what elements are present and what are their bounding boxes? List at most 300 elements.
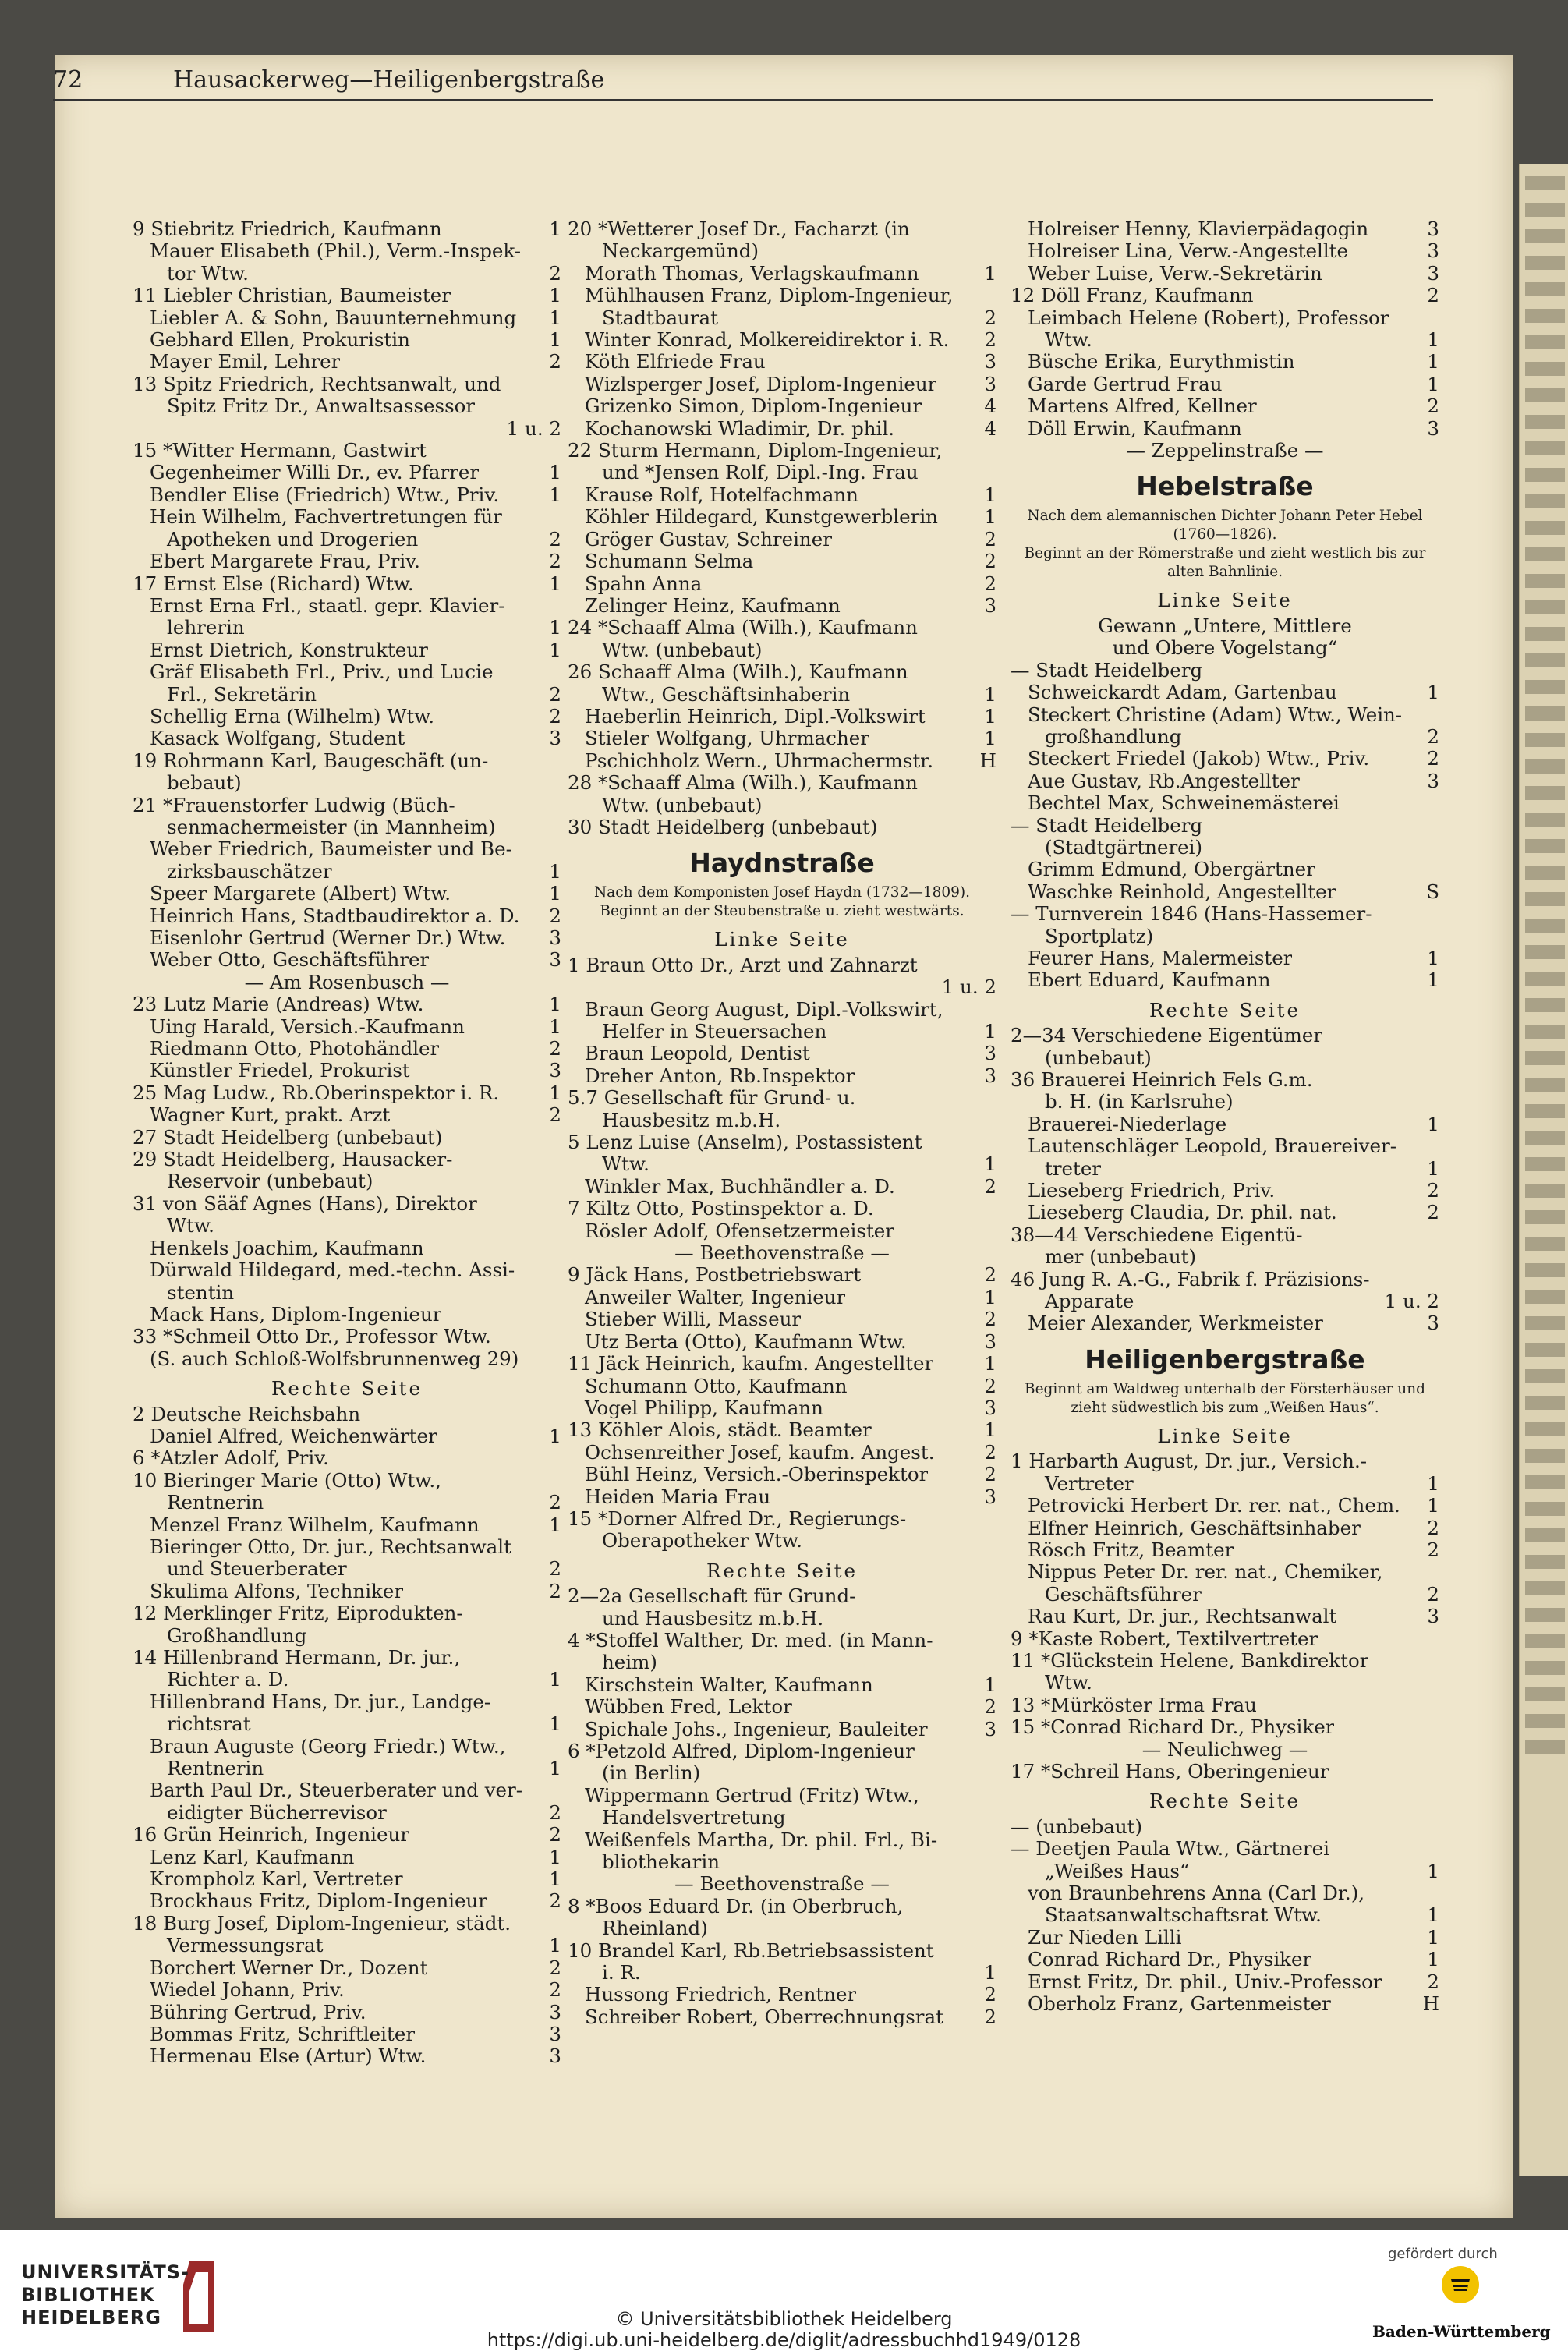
floor-number: 2 — [1427, 724, 1439, 748]
directory-entry — [133, 1890, 561, 1912]
directory-entry — [133, 1913, 561, 1935]
directory-entry — [1011, 1495, 1439, 1517]
entry-text: 17 *Schreil Hans, Oberingenieur — [1011, 1760, 1329, 1783]
directory-entry — [1011, 1135, 1439, 1157]
directory-entry — [568, 1851, 996, 1873]
entry-text: 17 Ernst Else (Richard) Wtw. — [133, 572, 414, 595]
directory-entry — [568, 728, 996, 749]
directory-entry — [1011, 1993, 1439, 2015]
directory-entry — [568, 1287, 996, 1308]
entry-text: Sportplatz) — [1045, 925, 1154, 947]
floor-number: 2 — [1427, 1970, 1439, 1993]
entry-text: Anweiler Walter, Ingenieur — [585, 1286, 846, 1308]
floor-number: 1 — [984, 1961, 996, 1985]
entry-text: lehrerin — [167, 617, 245, 639]
floor-number: 1 — [1427, 1903, 1439, 1927]
entry-text: 9 Stiebritz Friedrich, Kaufmann — [133, 218, 442, 240]
entry-text: Köhler Hildegard, Kunstgewerblerin — [585, 506, 938, 529]
entry-text: Heiden Maria Frau — [585, 1485, 771, 1508]
floor-number: 2 — [549, 350, 561, 374]
entry-text: Oberapotheker Wtw. — [602, 1530, 802, 1553]
directory-entry — [568, 1176, 996, 1198]
entry-text: Reservoir (unbebaut) — [167, 1170, 373, 1193]
entry-text: richtsrat — [167, 1713, 251, 1736]
directory-entry — [568, 1785, 996, 1807]
directory-entry — [133, 750, 561, 772]
entry-text: 23 Lutz Marie (Andreas) Wtw. — [133, 993, 424, 1016]
directory-entry — [1011, 1450, 1439, 1472]
floor-number: 2 — [1427, 1179, 1439, 1202]
entry-text: — Beethovenstraße — — [674, 1873, 890, 1896]
directory-entry — [568, 1608, 996, 1630]
entry-text: Gegenheimer Willi Dr., ev. Pfarrer — [150, 462, 480, 484]
entry-text: 19 Rohrmann Karl, Baugeschäft (un- — [133, 749, 489, 772]
directory-entry — [133, 1127, 561, 1149]
directory-entry — [568, 1984, 996, 2006]
directory-entry — [568, 1464, 996, 1485]
street-description: Nach dem alemannischen Dichter Johann Peter Hebel (1760—1826). — [1027, 508, 1423, 543]
directory-entry — [568, 1962, 996, 1984]
entry-text: Rau Kurt, Dr. jur., Rechtsanwalt — [1028, 1606, 1337, 1628]
directory-entry — [133, 263, 561, 285]
directory-entry — [568, 1940, 996, 1962]
entry-text: Wtw. (unbebaut) — [602, 794, 763, 816]
side-heading: Linke Seite — [1157, 589, 1293, 612]
entry-text: Wübben Fred, Lektor — [585, 1696, 792, 1719]
floor-number: 2 — [1427, 1201, 1439, 1224]
directory-entry — [1011, 1025, 1439, 1046]
floor-number: 3 — [549, 926, 561, 949]
directory-entry — [1011, 1473, 1439, 1495]
floor-number: 2 — [984, 306, 996, 329]
directory-entry — [568, 639, 996, 661]
cross-street-line — [1011, 637, 1439, 659]
floor-number: 3 — [984, 1064, 996, 1087]
directory-entry — [568, 1110, 996, 1131]
entry-text: Schumann Otto, Kaufmann — [585, 1375, 848, 1397]
floor-number: 1 — [549, 882, 561, 905]
cross-street-line — [1011, 1739, 1439, 1761]
library-name-line-1: UNIVERSITÄTS- — [21, 2261, 190, 2283]
entry-text: Neckargemünd) — [602, 240, 759, 263]
entry-text: 1 Braun Otto Dr., Arzt und Zahnarzt — [568, 954, 918, 976]
entry-text: 24 *Schaaff Alma (Wilh.), Kaufmann — [568, 617, 918, 639]
entry-text: Zur Nieden Lilli — [1028, 1926, 1182, 1949]
floor-number: 1 — [549, 572, 561, 595]
entry-text: bebaut) — [167, 772, 242, 795]
floor-number: 3 — [1427, 1312, 1439, 1335]
entry-text: Steckert Christine (Adam) Wtw., Wein- — [1028, 703, 1403, 726]
floor-number: 3 — [1427, 769, 1439, 792]
entry-text: Brockhaus Fritz, Diplom-Ingenieur — [150, 1890, 487, 1913]
directory-entry — [1011, 1224, 1439, 1246]
entry-text: Ochsenreither Josef, kaufm. Angest. — [585, 1441, 935, 1464]
directory-entry — [568, 1397, 996, 1419]
entry-text: Künstler Friedel, Prokurist — [150, 1060, 410, 1082]
floor-number: 1 — [1427, 946, 1439, 969]
directory-entry — [1011, 881, 1439, 903]
entry-text: 31 von Sääf Agnes (Hans), Direktor — [133, 1192, 477, 1215]
floor-number: 2 — [984, 1695, 996, 1719]
directory-entry — [133, 374, 561, 395]
directory-entry — [1011, 926, 1439, 947]
floor-number: 1 — [549, 616, 561, 639]
entry-text: 4 *Stoffel Walther, Dr. med. (in Mann- — [568, 1629, 933, 1652]
directory-entry — [133, 1581, 561, 1602]
floor-number: 3 — [549, 2022, 561, 2045]
floor-number: 1 — [549, 483, 561, 506]
floor-number: 2 — [549, 527, 561, 551]
entry-text: — Stadt Heidelberg — [1011, 659, 1203, 682]
directory-entry — [568, 218, 996, 240]
footer — [0, 2230, 1568, 2349]
floor-number: 1 — [549, 1014, 561, 1038]
directory-entry — [568, 573, 996, 595]
directory-entry — [133, 1713, 561, 1735]
floor-number: 1 — [549, 328, 561, 352]
entry-text: Helfer in Steuersachen — [602, 1021, 827, 1043]
directory-entry — [568, 1719, 996, 1740]
floor-number: 3 — [549, 727, 561, 750]
floor-number: 1 — [984, 682, 996, 706]
directory-entry — [1011, 1539, 1439, 1561]
directory-entry — [133, 1824, 561, 1846]
floor-number: 1 — [1427, 1925, 1439, 1949]
directory-entry — [568, 1508, 996, 1530]
source-url-link[interactable]: https://digi.ub.uni-heidelberg.de/diglit/adressbuchhd1949/0128 — [487, 2329, 1081, 2351]
entry-text: Skulima Alfons, Techniker — [150, 1580, 404, 1602]
directory-entry — [1011, 1838, 1439, 1860]
directory-entry — [568, 462, 996, 483]
entry-text: Wtw., Geschäftsinhaberin — [602, 683, 851, 706]
directory-entry — [133, 418, 561, 440]
floor-number: 3 — [549, 2000, 561, 2023]
entry-text: Weber Otto, Geschäftsführer — [150, 949, 430, 972]
entry-text: Schumann Selma — [585, 551, 754, 573]
entry-text: Vertreter — [1045, 1472, 1134, 1495]
floor-number: 3 — [1427, 218, 1439, 240]
entry-text: Kasack Wolfgang, Student — [150, 728, 405, 750]
directory-entry — [568, 2006, 996, 2028]
directory-entry — [568, 263, 996, 285]
floor-number: 2 — [549, 1978, 561, 2002]
floor-number: H — [979, 749, 996, 772]
floor-number: 1 — [984, 1418, 996, 1442]
directory-entry — [1011, 859, 1439, 880]
entry-text: Vermessungsrat — [167, 1935, 324, 1957]
floor-number: 1 — [549, 638, 561, 661]
directory-entry — [1011, 1949, 1439, 1970]
page-number: 72 — [53, 66, 83, 94]
entry-text: Weber Luise, Verw.-Sekretärin — [1028, 262, 1322, 285]
entry-text: 33 *Schmeil Otto Dr., Professor Wtw. — [133, 1326, 491, 1348]
entry-text: Aue Gustav, Rb.Angestellter — [1028, 770, 1300, 792]
directory-entry — [1011, 1584, 1439, 1606]
directory-entry — [568, 954, 996, 976]
directory-entry — [1011, 1971, 1439, 1993]
floor-number: 1 — [1427, 1948, 1439, 1971]
entry-text: Rentnerin — [167, 1492, 264, 1514]
entry-text: Ebert Eduard, Kaufmann — [1028, 969, 1271, 992]
floor-number: 3 — [984, 1396, 996, 1419]
directory-entry — [133, 1935, 561, 1956]
directory-entry — [133, 2002, 561, 2023]
entry-text: Wagner Kurt, prakt. Arzt — [150, 1104, 391, 1127]
directory-entry — [133, 1149, 561, 1170]
floor-number: 3 — [984, 372, 996, 395]
floor-number: 3 — [549, 1059, 561, 1082]
entry-text: — Deetjen Paula Wtw., Gärtnerei — [1011, 1838, 1329, 1861]
entry-text: 36 Brauerei Heinrich Fels G.m. — [1011, 1069, 1313, 1091]
floor-number: 2 — [1427, 747, 1439, 770]
entry-text: Rösler Adolf, Ofensetzermeister — [585, 1220, 895, 1242]
entry-text: und Steuerberater — [167, 1558, 347, 1581]
entry-text: 13 Spitz Friedrich, Rechtsanwalt, und — [133, 373, 501, 395]
floor-number: 2 — [549, 550, 561, 573]
directory-entry — [1011, 1882, 1439, 1904]
directory-entry — [1011, 1114, 1439, 1135]
entry-text: 5.7 Gesellschaft für Grund- u. — [568, 1087, 856, 1110]
directory-entry — [1011, 792, 1439, 814]
entry-text: Grimm Edmund, Obergärtner — [1028, 859, 1315, 881]
entry-text: (Stadtgärtnerei) — [1045, 836, 1203, 859]
floor-number: 1 u. 2 — [941, 975, 996, 999]
directory-entry — [1011, 374, 1439, 395]
entry-text: Schweickardt Adam, Gartenbau — [1028, 682, 1337, 704]
directory-entry — [568, 1917, 996, 1939]
floor-number: 2 — [549, 1800, 561, 1824]
entry-text: Ernst Dietrich, Konstrukteur — [150, 639, 428, 661]
entry-text: Uing Harald, Versich.-Kaufmann — [150, 1015, 465, 1038]
directory-entry — [568, 795, 996, 816]
entry-text: (unbebaut) — [1045, 1046, 1152, 1069]
directory-entry — [568, 1530, 996, 1552]
directory-entry — [1011, 1517, 1439, 1539]
entry-text: Hermenau Else (Artur) Wtw. — [150, 2045, 427, 2068]
floor-number: 2 — [984, 1983, 996, 2006]
directory-entry — [133, 1979, 561, 2001]
floor-number: 2 — [984, 1374, 996, 1397]
entry-text: Bieringer Otto, Dr. jur., Rechtsanwalt — [150, 1535, 511, 1558]
entry-text: Bühl Heinz, Versich.-Oberinspektor — [585, 1464, 929, 1486]
street-heading: Heiligenbergstraße — [1085, 1344, 1365, 1375]
directory-entry — [1011, 307, 1439, 329]
entry-text: Winter Konrad, Molkereidirektor i. R. — [585, 329, 950, 352]
entry-text: 6 *Atzler Adolf, Priv. — [133, 1447, 329, 1470]
directory-entry — [568, 1696, 996, 1718]
directory-entry — [133, 1492, 561, 1514]
entry-text: Frl., Sekretärin — [167, 683, 317, 706]
directory-entry — [133, 440, 561, 462]
directory-entry — [568, 307, 996, 329]
entry-text: Riedmann Otto, Photohändler — [150, 1038, 440, 1060]
directory-entry — [568, 1198, 996, 1220]
floor-number: 1 — [549, 1712, 561, 1736]
directory-entry — [568, 351, 996, 373]
street-description: Beginnt am Waldweg unterhalb der Försterhäuser und zieht südwestlich bis zum „Weißen Haus“. — [1025, 1380, 1425, 1416]
funded-by-label: gefördert durch — [1388, 2246, 1498, 2262]
directory-entry — [133, 573, 561, 595]
library-name-line-3: HEIDELBERG — [21, 2307, 161, 2328]
entry-text: von Braunbehrens Anna (Carl Dr.), — [1028, 1882, 1365, 1904]
floor-number: 3 — [984, 1042, 996, 1065]
entry-text: Elfner Heinrich, Geschäftsinhaber — [1028, 1517, 1361, 1539]
directory-entry — [133, 462, 561, 483]
column-2 — [568, 218, 996, 2028]
directory-entry — [568, 706, 996, 728]
floor-number: 3 — [549, 2045, 561, 2068]
directory-entry — [133, 1348, 561, 1370]
directory-entry — [568, 1762, 996, 1784]
copyright-notice: © Universitätsbibliothek Heidelberg — [615, 2308, 953, 2330]
floor-number: H — [1422, 1992, 1439, 2016]
directory-entry — [568, 484, 996, 506]
column-3 — [1011, 218, 1439, 2015]
floor-number: 2 — [1427, 1538, 1439, 1561]
entry-text: Wtw. — [167, 1215, 214, 1237]
directory-entry — [568, 1131, 996, 1153]
entry-text: Ebert Margarete Frau, Priv. — [150, 551, 420, 573]
street-heading: Haydnstraße — [689, 848, 875, 879]
directory-entry — [133, 816, 561, 838]
directory-entry — [133, 795, 561, 816]
entry-text: 15 *Dorner Alfred Dr., Regierungs- — [568, 1507, 907, 1530]
entry-text: Hein Wilhelm, Fachvertretungen für — [150, 506, 502, 529]
entry-text: Spichale Johs., Ingenieur, Bauleiter — [585, 1718, 928, 1740]
directory-entry — [568, 1486, 996, 1508]
directory-entry — [568, 1630, 996, 1652]
entry-text: Pschichholz Wern., Uhrmachermstr. — [585, 749, 933, 772]
entry-text: 2 Deutsche Reichsbahn — [133, 1403, 361, 1425]
floor-number: 2 — [549, 261, 561, 285]
entry-text: Weber Friedrich, Baumeister und Be- — [150, 838, 512, 861]
entry-text: Gebhard Ellen, Prokuristin — [150, 329, 410, 352]
entry-text: und *Jensen Rolf, Dipl.-Ing. Frau — [602, 462, 919, 484]
entry-text: Spitz Fritz Dr., Anwaltsassessor — [167, 395, 476, 418]
entry-text: heim) — [602, 1652, 657, 1674]
entry-text: eidigter Bücherrevisor — [167, 1801, 387, 1824]
entry-text: Großhandlung — [167, 1624, 307, 1647]
floor-number: 2 — [984, 328, 996, 352]
entry-text: Stadtbaurat — [602, 306, 718, 329]
library-name-line-2: BIBLIOTHEK — [21, 2284, 155, 2306]
directory-entry — [133, 949, 561, 971]
entry-text: Mühlhausen Franz, Diplom-Ingenieur, — [585, 285, 954, 307]
entry-text: Petrovicki Herbert Dr. rer. nat., Chem. — [1028, 1495, 1400, 1517]
entry-text: Krompholz Karl, Vertreter — [150, 1868, 403, 1891]
floor-number: 1 — [549, 1868, 561, 1891]
directory-entry — [568, 1585, 996, 1607]
floor-number: 2 — [1427, 395, 1439, 418]
entry-text: Waschke Reinhold, Angestellter — [1028, 880, 1336, 903]
entry-text: Mayer Emil, Lehrer — [150, 351, 341, 374]
floor-number: 1 — [1427, 1156, 1439, 1180]
floor-number: 2 — [984, 2005, 996, 2028]
directory-entry — [1011, 1091, 1439, 1113]
entry-text: (in Berlin) — [602, 1762, 701, 1785]
directory-entry — [133, 1536, 561, 1558]
floor-number: 2 — [549, 1956, 561, 1979]
entry-text: Staatsanwaltschaftsrat Wtw. — [1045, 1904, 1322, 1927]
directory-entry — [568, 440, 996, 462]
side-heading: Rechte Seite — [271, 1377, 423, 1400]
directory-entry — [133, 927, 561, 949]
entry-text: Barth Paul Dr., Steuerberater und ver- — [150, 1779, 522, 1802]
entry-text: Büsche Erika, Eurythmistin — [1028, 351, 1295, 374]
directory-entry — [133, 218, 561, 240]
floor-number: 1 — [549, 993, 561, 1016]
directory-entry — [1011, 240, 1439, 262]
side-heading: Rechte Seite — [706, 1559, 858, 1582]
entry-text: Zelinger Heinz, Kaufmann — [585, 594, 841, 617]
floor-number: 3 — [984, 1485, 996, 1508]
entry-text: Gröger Gustav, Schreiner — [585, 528, 832, 551]
directory-entry — [568, 1376, 996, 1397]
entry-text: Geschäftsführer — [1045, 1583, 1202, 1606]
adjacent-page-edge — [1519, 164, 1568, 2176]
directory-entry — [568, 661, 996, 683]
directory-entry — [133, 1282, 561, 1304]
directory-entry — [1011, 903, 1439, 925]
directory-entry — [568, 1740, 996, 1762]
directory-entry — [133, 595, 561, 617]
entry-text: Braun Leopold, Dentist — [585, 1043, 810, 1065]
floor-number: 1 — [549, 1081, 561, 1104]
floor-number: 1 — [1427, 1494, 1439, 1517]
entry-text: 22 Sturm Hermann, Diplom-Ingenieur, — [568, 440, 943, 462]
entry-text: Kirschstein Walter, Kaufmann — [585, 1673, 873, 1696]
floor-number: 3 — [984, 350, 996, 374]
directory-entry — [568, 1065, 996, 1087]
entry-text: Brauerei-Niederlage — [1028, 1113, 1227, 1135]
directory-entry — [568, 395, 996, 417]
street-heading: Hebelstraße — [1136, 471, 1314, 502]
entry-text: 25 Mag Ludw., Rb.Oberinspektor i. R. — [133, 1082, 500, 1104]
entry-text: 26 Schaaff Alma (Wilh.), Kaufmann — [568, 661, 908, 684]
entry-text: b. H. (in Karlsruhe) — [1045, 1091, 1234, 1114]
floor-number: 1 — [984, 1152, 996, 1176]
entry-text: Leimbach Helene (Robert), Professor — [1028, 306, 1389, 329]
entry-text: 1 Harbarth August, Dr. jur., Versich.- — [1011, 1450, 1368, 1473]
directory-entry — [568, 1674, 996, 1696]
entry-text: 27 Stadt Heidelberg (unbebaut) — [133, 1126, 443, 1149]
entry-text: Wtw. — [1045, 329, 1092, 352]
entry-text: Apparate — [1045, 1291, 1134, 1313]
entry-text: 30 Stadt Heidelberg (unbebaut) — [568, 816, 878, 838]
entry-text: — (unbebaut) — [1011, 1815, 1143, 1838]
floor-number: 3 — [984, 593, 996, 617]
floor-number: 3 — [984, 1717, 996, 1740]
entry-text: Stieber Willi, Masseur — [585, 1308, 802, 1331]
entry-text: 5 Lenz Luise (Anselm), Postassistent — [568, 1131, 922, 1154]
entry-text: Garde Gertrud Frau — [1028, 373, 1223, 395]
entry-text: 28 *Schaaff Alma (Wilh.), Kaufmann — [568, 772, 918, 795]
directory-entry — [1011, 770, 1439, 792]
directory-entry — [568, 418, 996, 440]
entry-text: 15 *Witter Hermann, Gastwirt — [133, 440, 427, 462]
floor-number: 1 — [1427, 1471, 1439, 1495]
directory-entry — [1011, 1650, 1439, 1672]
directory-entry — [1011, 1246, 1439, 1268]
directory-entry — [133, 1060, 561, 1082]
entry-text: Speer Margarete (Albert) Wtw. — [150, 883, 451, 905]
directory-entry — [133, 1237, 561, 1259]
entry-text: 13 Köhler Alois, städt. Beamter — [568, 1419, 872, 1442]
floor-number: 2 — [984, 1263, 996, 1287]
floor-number: 3 — [549, 948, 561, 972]
entry-text: Lenz Karl, Kaufmann — [150, 1846, 355, 1868]
directory-entry — [568, 1652, 996, 1673]
